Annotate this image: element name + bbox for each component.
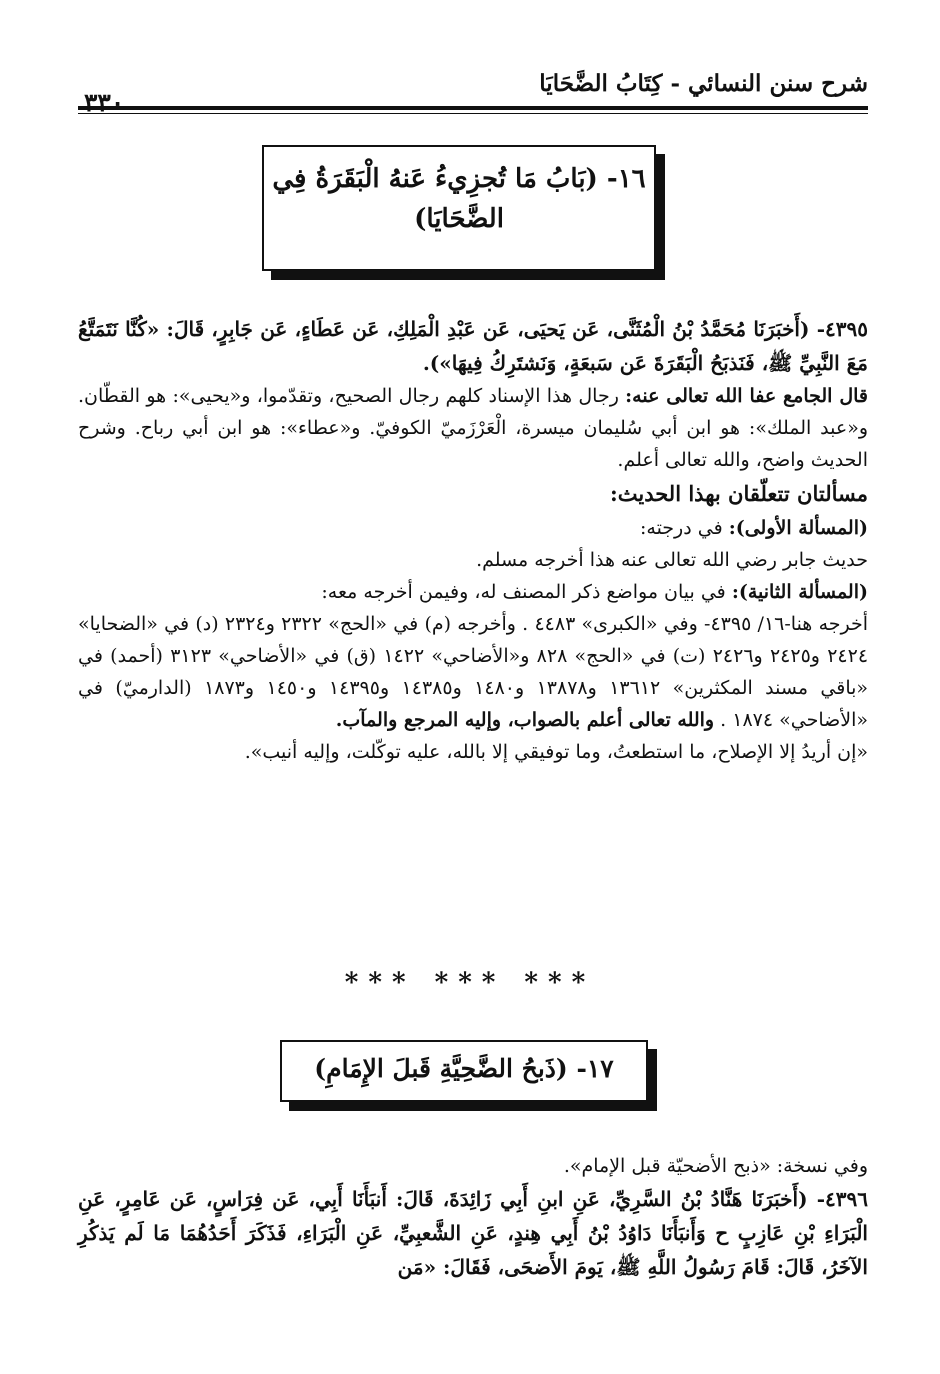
takhrij-paragraph xyxy=(78,608,868,736)
jami-text: رجال هذا الإسناد كلهم رجال الصحيح، وتقدّموا، و«يحيى»: هو القطّان. و«عبد الملك»: هو ابن أبي سُليمان ميسرة، الْعَرْزَميّ الكوفيّ. و«عطاء»: هو ابن أبي رباح. وشرح الحديث واضح، والله تعالى أعلم. xyxy=(78,385,868,471)
chapter-17-title-box xyxy=(280,1040,648,1102)
dua-paragraph: «إن أريدُ إلا الإصلاح، ما استطعتُ، وما توفيقي إلا بالله، عليه توكّلت، وإليه أنيب». xyxy=(244,741,868,763)
nuskha-note: وفي نسخة: «ذبح الأضحيّة قبل الإمام». xyxy=(563,1155,868,1177)
section-separator: *** *** *** xyxy=(344,968,596,998)
masala-2-label: (المسألة الثانية): xyxy=(731,581,868,603)
section-17-body xyxy=(78,1150,868,1284)
masail-heading: مسألتان تتعلّقان بهذا الحديث: xyxy=(610,481,868,506)
jami-comment xyxy=(78,380,868,476)
chapter-16-title-line2: الضَّحَايَا) xyxy=(414,204,504,235)
masala-1-label: (المسألة الأولى): xyxy=(728,517,868,539)
hadith-4395: ٤٣٩٥- (أَخبَرَنَا مُحَمَّدُ بْنُ الْمُثَنَّى، عَن يَحيَى، عَن عَبْدِ الْمَلِكِ، عَن عَطَاءٍ، عَن جَابِرٍ، قَالَ: «كُنَّا نَتَمَتَّعُ مَعَ النَّبِيِّ ﷺ، فَنَذبَحُ الْبَقَرَةَ عَن سَبعَةٍ، وَنَشتَرِكُ فِيهَا»). xyxy=(78,317,868,375)
masala-2 xyxy=(78,576,868,608)
chapter-17-title: ١٧- (ذَبحُ الضَّحِيَّةِ قَبلَ الإِمَامِ) xyxy=(314,1054,614,1083)
hadith-4396: ٤٣٩٦- (أَخبَرَنَا هَنَّادُ بْنُ السَّرِيِّ، عَنِ ابنِ أَبِي زَائِدَةَ، قَالَ: أَنبَأَنَا أَبِي، عَن فِرَاسٍ، عَن عَامِرٍ، عَنِ الْبَرَاءِ بْنِ عَازِبٍ ح وَأَنبَأَنَا دَاوُدُ بْنُ أَبِي هِندٍ، عَنِ الشَّعبِيِّ، عَنِ الْبَرَاءِ، فَذَكَرَ أَحَدُهُمَا مَا لَم يَذكُرِ الآخَرُ، قَالَ: قَامَ رَسُولُ اللَّهِ ﷺ، يَومَ الأَضحَى، فَقَالَ: «مَن xyxy=(78,1187,868,1279)
masala-2-text: في بيان مواضع ذكر المصنف له، وفيمن أخرجه معه: xyxy=(321,581,726,603)
masala-1-text: في درجته: xyxy=(639,517,723,539)
page-header xyxy=(78,60,868,120)
closing-statement: والله تعالى أعلم بالصواب، وإليه المرجع والمآب. xyxy=(335,709,715,731)
masala-1 xyxy=(78,512,868,544)
chapter-16-title-box xyxy=(262,145,656,271)
jami-label: قال الجامع عفا الله تعالى عنه: xyxy=(625,385,868,407)
chapter-16-title-line1: ١٦- (بَابُ مَا تُجزِيءُ عَنهُ الْبَقَرَةُ فِي xyxy=(272,164,646,194)
masala-1-body: حديث جابر رضي الله تعالى عنه هذا أخرجه مسلم. xyxy=(476,549,868,571)
header-rule-thin xyxy=(78,113,868,114)
page-number: ٣٣٠ xyxy=(84,88,125,117)
header-rule-thick xyxy=(78,106,868,110)
takhrij-text: أخرجه هنا-١٦/ ٤٣٩٥- وفي «الكبرى» ٤٤٨٣ . وأخرجه (م) في «الحج» ٢٣٢٢ و٢٣٢٤ (د) في «الضحايا» ٢٤٢٤ و٢٤٢٥ و٢٤٢٦ (ت) في «الحج» ٨٢٨ و«الأضاحي» ١٤٢٢ (ق) في «الأضاحي» ٣١٢٣ (أحمد) في «باقي مسند المكثرين» ١٣٦١٢ و١٣٨٧٨ و١٤٨٠ و١٤٣٨٥ و١٤٣٩٥ و١٤٥٠ و١٨٧٣ (الدارميّ) في «الأضاحي» ١٨٧٤ . xyxy=(78,613,869,731)
section-16-body xyxy=(78,312,868,768)
running-title: شرح سنن النسائي - كِتَابُ الضَّحَايَا xyxy=(539,70,868,97)
